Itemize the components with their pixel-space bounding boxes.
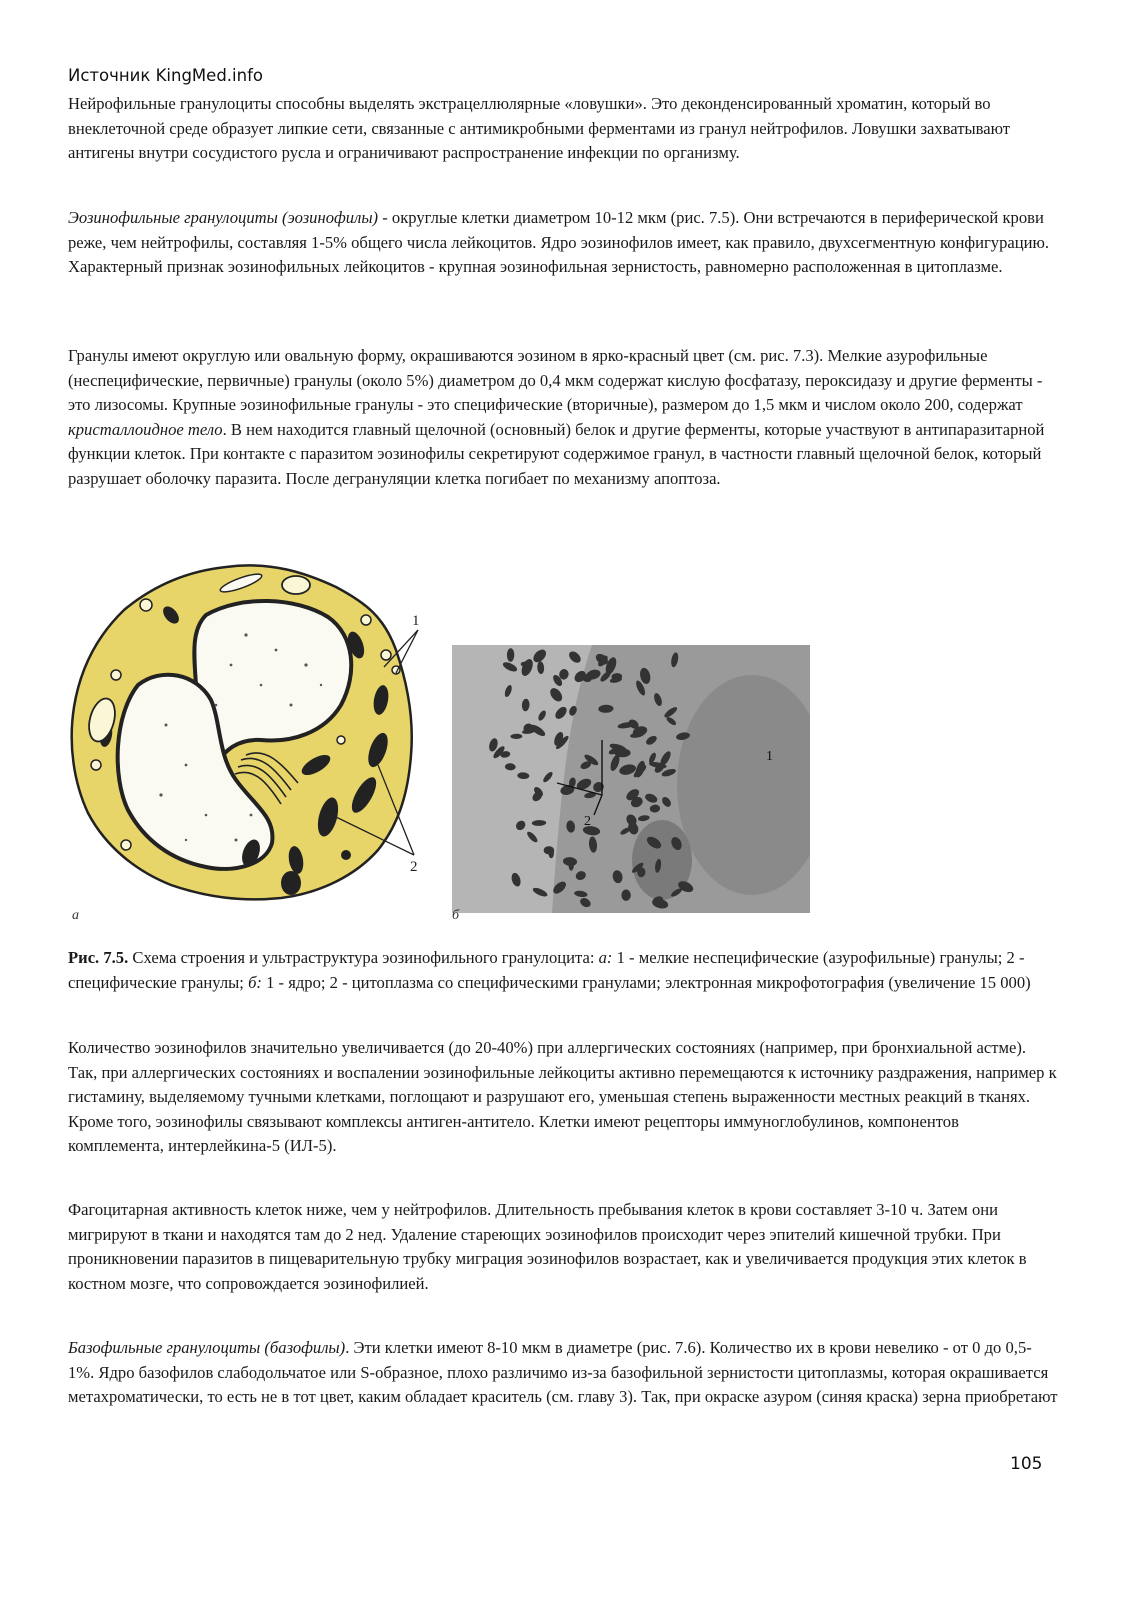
- figure-letter-a: а: [72, 908, 79, 923]
- paragraph-phagocytosis: Фагоцитарная активность клеток ниже, чем у нейтрофилов. Длительность пребывания клеток в крови составляет 3-10 ч. Затем они мигрируют в ткани и находятся там до 2 нед. Удаление стареющих эозинофилов происходит через эпителий кишечной трубки. При проникновении паразитов в пищеварительную трубку миграция эозинофилов возрастает, как и увеличивается продукция этих клеток в костном мозге, что сопровождается эозинофилией.: [68, 1200, 1027, 1293]
- label-b2: 2: [584, 814, 591, 829]
- paragraph-granules: [68, 344, 1058, 492]
- caption-text-b: 1 - ядро; 2 - цитоплазма со специфическими гранулами; электронная микрофотография (увеличение 15 000): [261, 972, 1031, 992]
- micrograph-granule: [548, 847, 554, 858]
- label-a2: 2: [410, 859, 418, 875]
- term-basophils: Базофильные гранулоциты (базофилы): [68, 1338, 346, 1357]
- eosinophil-diagram: [66, 555, 428, 905]
- paragraph-eosinophilia: Количество эозинофилов значительно увеличивается (до 20-40%) при аллергических состояниях (например, при бронхиальной астме). Так, при аллергических состояниях и воспалении эозинофильные лейкоциты активно перемещаются к источнику раздражения, например к гистамину, выделяемому тучными клетками, поглощают и разрушают его, уменьшая степень выраженности местных реакций в тканях. Кроме того, эозинофилы связывают комплексы антиген-антитело. Клетки имеют рецепторы иммуноглобулинов, компонентов комплемента, интерлейкина-5 (ИЛ-5).: [68, 1038, 1057, 1156]
- caption-figure-number: Рис. 7.5.: [68, 948, 129, 967]
- label-b1: 1: [766, 749, 773, 764]
- page-number: 105: [1010, 1454, 1043, 1474]
- caption-part-a: а:: [598, 948, 613, 967]
- caption-text-a: 1 - мелкие неспецифические (азурофильные) гранулы; 2 - специфические гранулы;: [68, 948, 1025, 992]
- paragraph-basophils: [68, 1336, 1058, 1410]
- paragraph-eosinophils-intro: [68, 206, 1058, 280]
- paragraph-granules-start: Гранулы имеют округлую или овальную форму, окрашиваются эозином в ярко-красный цвет (см. рис. 7.3). Мелкие азурофильные (неспецифические, первичные) гранулы (около 5%) диаметром до 0,4 мкм содержат кислую фосфатазу, пероксидазу и другие ферменты - это лизосомы. Крупные эозинофильные гранулы - это специфические (вторичные), размером до 1,5 мкм и числом около 200, содержат: [68, 346, 1043, 415]
- paragraph-granules-end: . В нем находится главный щелочной (основный) белок и другие ферменты, которые участвуют в антипаразитарной функции клеток. При контакте с паразитом эозинофилы секретируют содержимое гранул, в частности главный щелочной белок, который разрушает оболочку паразита. После дегрануляции клетка погибает по механизму апоптоза.: [68, 419, 1045, 488]
- figure-letter-b: б: [452, 908, 460, 923]
- caption-part-b: б:: [248, 972, 262, 992]
- figure-caption: [68, 946, 1058, 995]
- paragraph-basophils-text: . Эти клетки имеют 8-10 мкм в диаметре (рис. 7.6). Количество их в крови невелико - от 0 до 0,5-1%. Ядро базофилов слабодольчатое или S-образное, плохо различимо из-за базофильной зернистости цитоплазмы, которая окрашивается метахроматически, то есть не в тот цвет, каким обладает краситель (см. главу 3). Так, при окраске азуром (синяя краска) зерна приобретают: [68, 1338, 1058, 1407]
- electron-micrograph: [452, 645, 810, 913]
- label-a1: 1: [412, 613, 420, 629]
- caption-text: Схема строения и ультраструктура эозинофильного гранулоцита:: [128, 948, 599, 967]
- term-crystalloid-body: кристаллоидное тело: [68, 419, 223, 439]
- paragraph-neutrophil-traps: Нейрофильные гранулоциты способны выделять экстрацеллюлярные «ловушки». Это деконденсированный хроматин, который во внеклеточной среде образует липкие сети, связанные с антимикробными ферментами из гранул нейтрофилов. Ловушки захватывают антигены внутри сосудистого русла и ограничивают распространение инфекции по организму.: [68, 94, 1011, 163]
- paragraph-eosinophils-intro-text: - округлые клетки диаметром 10-12 мкм (рис. 7.5). Они встречаются в периферической крови реже, чем нейтрофилы, составляя 1-5% общего числа лейкоцитов. Ядро эозинофилов имеет, как правило, двухсегментную конфигурацию. Характерный признак эозинофильных лейкоцитов - крупная эозинофильная зернистость, равномерно расположенная в цитоплазме.: [68, 208, 1050, 277]
- term-eosinophils: Эозинофильные гранулоциты (эозинофилы): [68, 208, 379, 227]
- source-header: Источник KingMed.info: [68, 66, 263, 85]
